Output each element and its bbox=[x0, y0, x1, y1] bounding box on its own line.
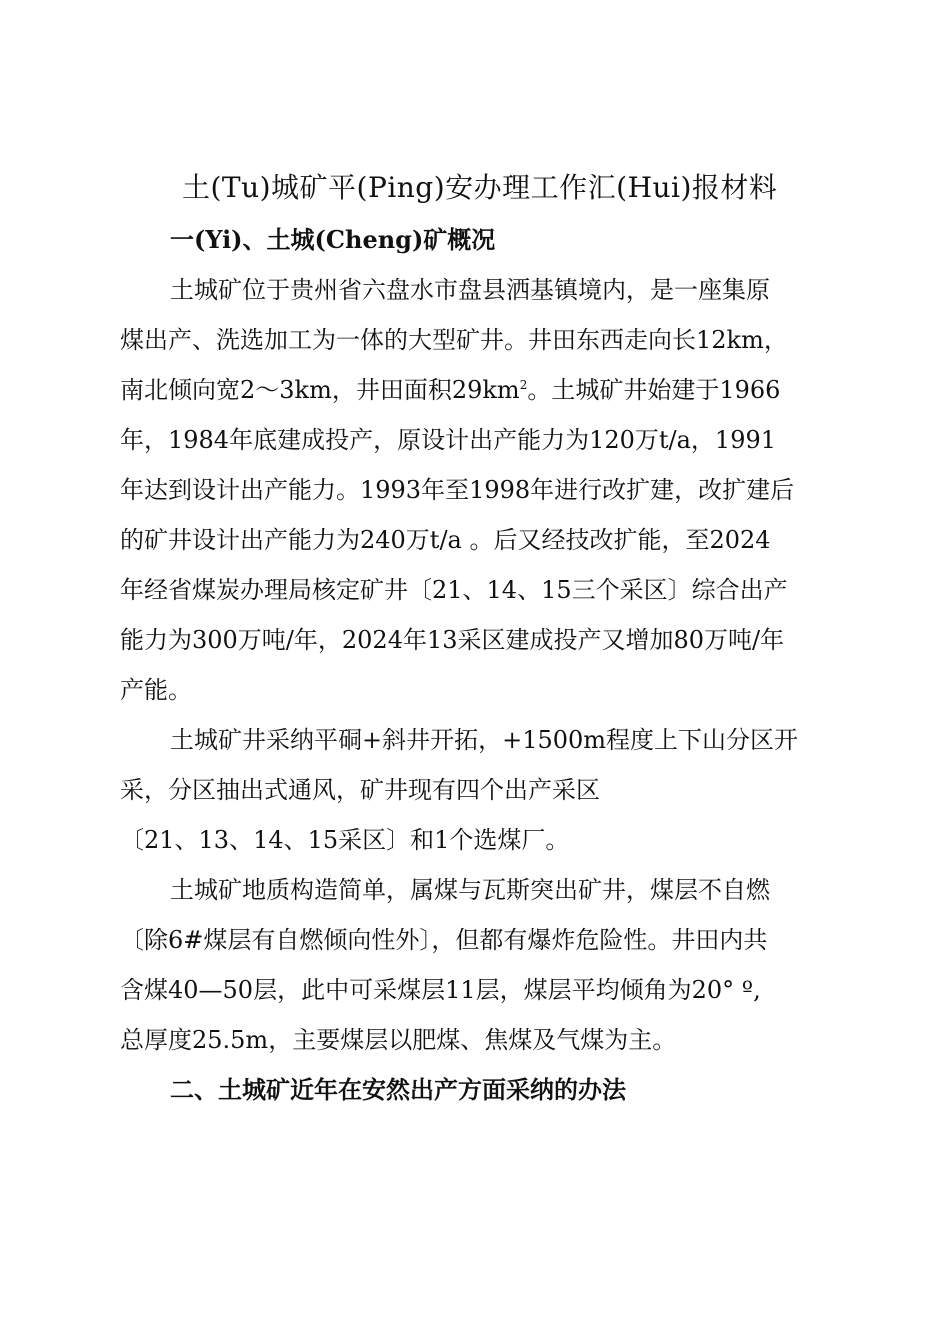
paragraph-text: 。土城矿井始建于1966 bbox=[527, 376, 781, 404]
paragraph-line: 总厚度25.5m，主要煤层以肥煤、焦煤及气煤为主。 bbox=[120, 1026, 677, 1054]
paragraph-line: 土城矿井采纳平硐+斜井开拓，+1500m程度上下山分区开 bbox=[170, 726, 799, 754]
paragraph-line: 的矿井设计出产能力为240万t/a 。后又经技改扩能，至2024 bbox=[120, 526, 771, 554]
paragraph-line: 土城矿位于贵州省六盘水市盘县洒基镇境内，是一座集原 bbox=[170, 276, 770, 304]
paragraph-line: 〔除6#煤层有自燃倾向性外〕，但都有爆炸危险性。井田内共 bbox=[120, 926, 768, 954]
section-heading-overview: 一(Yi)、土城(Cheng)矿概况 bbox=[170, 225, 496, 254]
paragraph-line: 年，1984年底建成投产，原设计出产能力为120万t/a，1991 bbox=[120, 426, 777, 454]
paragraph-line: 年达到设计出产能力。1993年至1998年进行改扩建，改扩建后 bbox=[120, 476, 795, 504]
paragraph-line: 煤出产、洗选加工为一体的大型矿井。井田东西走向长12km， bbox=[120, 326, 788, 354]
paragraph-line: 产能。 bbox=[120, 676, 192, 704]
paragraph-line: 能力为300万吨/年，2024年13采区建成投产又增加80万吨/年 bbox=[120, 626, 785, 654]
paragraph-line: 〔21、13、14、15采区〕和1个选煤厂。 bbox=[120, 826, 570, 854]
section-heading-measures: 二、土城矿近年在安然出产方面采纳的办法 bbox=[170, 1075, 626, 1104]
document-title: 土(Tu)城矿平(Ping)安办理工作汇(Hui)报材料 bbox=[182, 171, 778, 204]
paragraph-line: 土城矿地质构造简单，属煤与瓦斯突出矿井，煤层不自燃 bbox=[170, 876, 770, 904]
paragraph-line: 年经省煤炭办理局核定矿井〔21、14、15三个采区〕综合出产 bbox=[120, 576, 788, 604]
paragraph-line-with-superscript bbox=[120, 372, 780, 408]
paragraph-text: 南北倾向宽2～3km，井田面积29km bbox=[120, 376, 520, 404]
paragraph-line: 采，分区抽出式通风，矿井现有四个出产采区 bbox=[120, 776, 600, 804]
paragraph-line: 含煤40—50层，此中可采煤层11层，煤层平均倾角为20° º, bbox=[120, 976, 761, 1004]
superscript: 2 bbox=[519, 378, 528, 392]
